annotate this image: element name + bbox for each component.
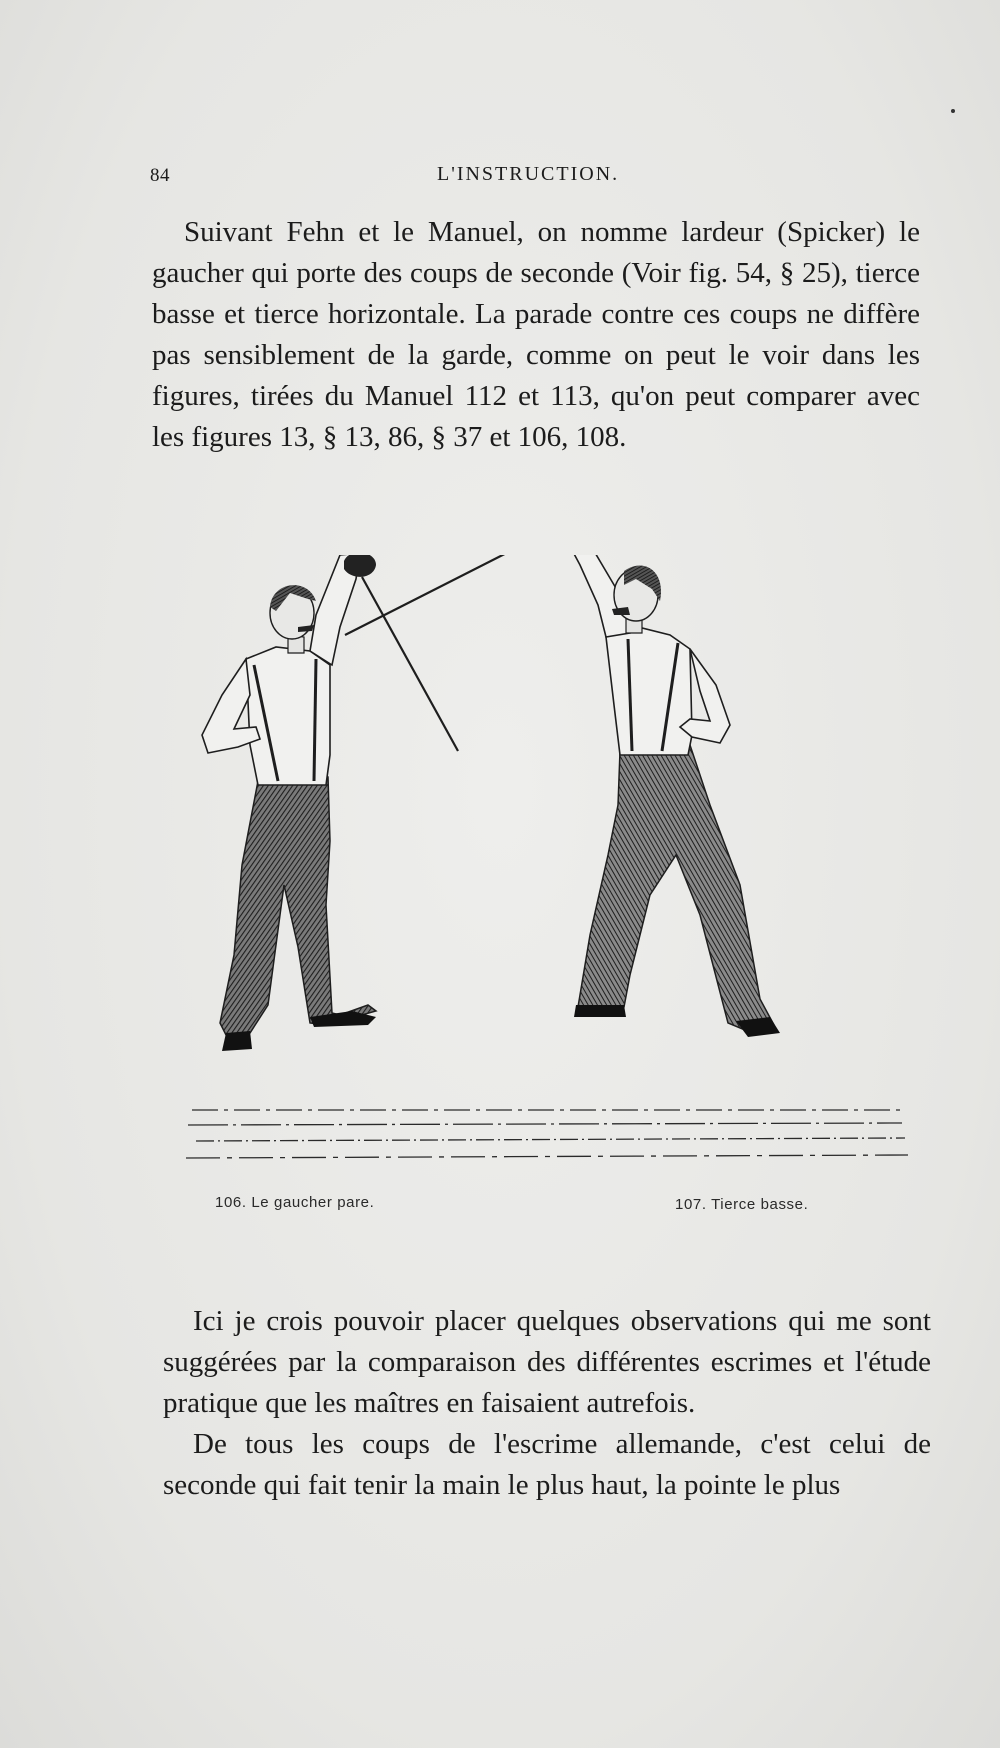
paragraph-3: De tous les coups de l'escrime allemande, c'est celui de seconde qui fait tenir la main le plus haut, la pointe le plus — [163, 1428, 931, 1501]
page-number: 84 — [150, 165, 170, 186]
left-fencer — [202, 555, 458, 1051]
running-title: L'INSTRUCTION. — [437, 163, 620, 185]
fencing-illustration — [180, 555, 920, 1185]
figure-caption-106: 106. Le gaucher pare. — [215, 1194, 375, 1211]
engraving-svg — [180, 555, 920, 1185]
figure-caption-107: 107. Tierce basse. — [675, 1196, 809, 1213]
running-head — [150, 163, 930, 193]
paragraph-1: Suivant Fehn et le Manuel, on nomme lardeur (Spicker) le gaucher qui porte des coups de seconde (Voir fig. 54, § 25), tierce basse et tierce horizontale. La parade contre ces coups ne diffère pas sensiblement de la garde, comme on peut le voir dans les figures, tirées du Manuel 112 et 113, qu'on peut comparer avec les figures 13, § 13, 86, § 37 et 106, 108. — [152, 216, 920, 453]
right-fencer — [345, 555, 780, 1037]
paragraph-2: Ici je crois pouvoir placer quelques observations qui me sont suggérées par la comparaison des différentes escrimes et l'étude pratique que les maîtres en faisaient autrefois. — [163, 1305, 931, 1419]
floor-lines — [186, 1110, 908, 1158]
ink-speck — [951, 109, 955, 113]
